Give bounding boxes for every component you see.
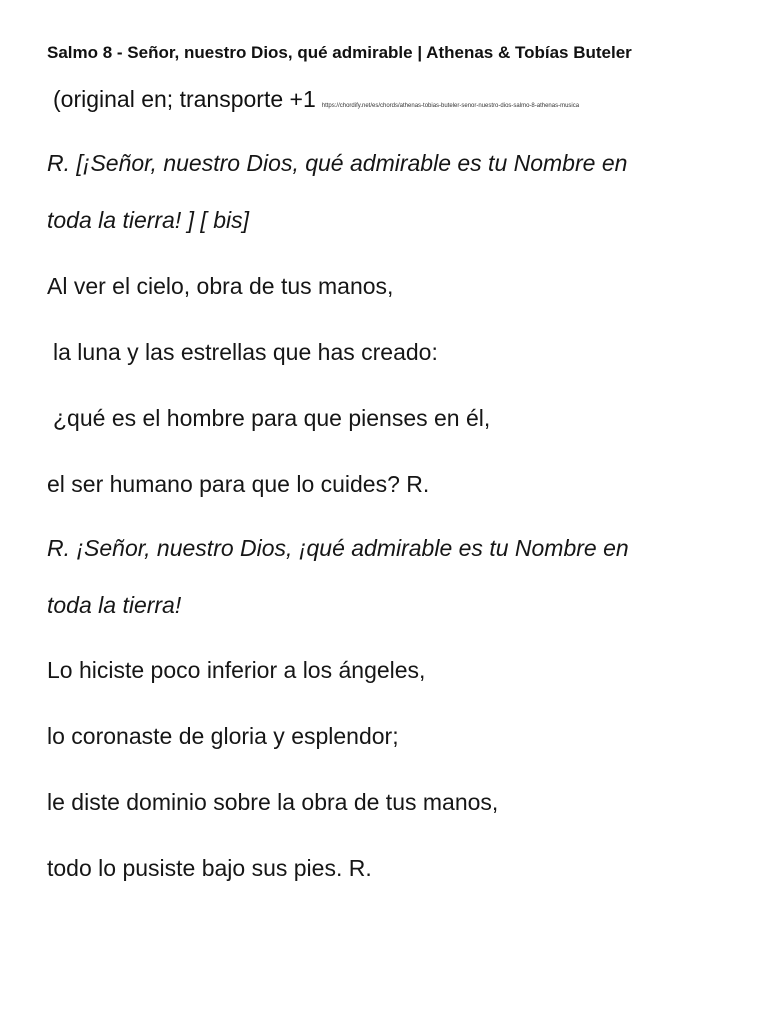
verse-line: le diste dominio sobre la obra de tus manos, bbox=[47, 789, 499, 815]
refrain-line: toda la tierra! bbox=[47, 592, 182, 618]
subtitle-line bbox=[53, 86, 579, 113]
refrain-line: toda la tierra! ] [ bis] bbox=[47, 207, 249, 233]
verse-line: el ser humano para que lo cuides? R. bbox=[47, 471, 430, 497]
refrain-line: R. [¡Señor, nuestro Dios, qué admirable es tu Nombre en bbox=[47, 150, 628, 176]
verse-line: Lo hiciste poco inferior a los ángeles, bbox=[47, 657, 426, 683]
refrain-line: R. ¡Señor, nuestro Dios, ¡qué admirable es tu Nombre en bbox=[47, 535, 629, 561]
source-url: https://chordify.net/es/chords/athenas-tobias-buteler-senor-nuestro-dios-salmo-8-athenas-musica bbox=[321, 103, 580, 109]
verse-line: todo lo pusiste bajo sus pies. R. bbox=[47, 855, 372, 881]
verse-line: ¿qué es el hombre para que pienses en él, bbox=[53, 405, 491, 431]
verse-line: Al ver el cielo, obra de tus manos, bbox=[47, 273, 394, 299]
page-title: Salmo 8 - Señor, nuestro Dios, qué admirable | Athenas & Tobías Buteler bbox=[47, 43, 632, 62]
verse-line: lo coronaste de gloria y esplendor; bbox=[47, 723, 399, 749]
subtitle-text: (original en; transporte +1 bbox=[53, 86, 316, 112]
verse-line: la luna y las estrellas que has creado: bbox=[53, 339, 438, 365]
